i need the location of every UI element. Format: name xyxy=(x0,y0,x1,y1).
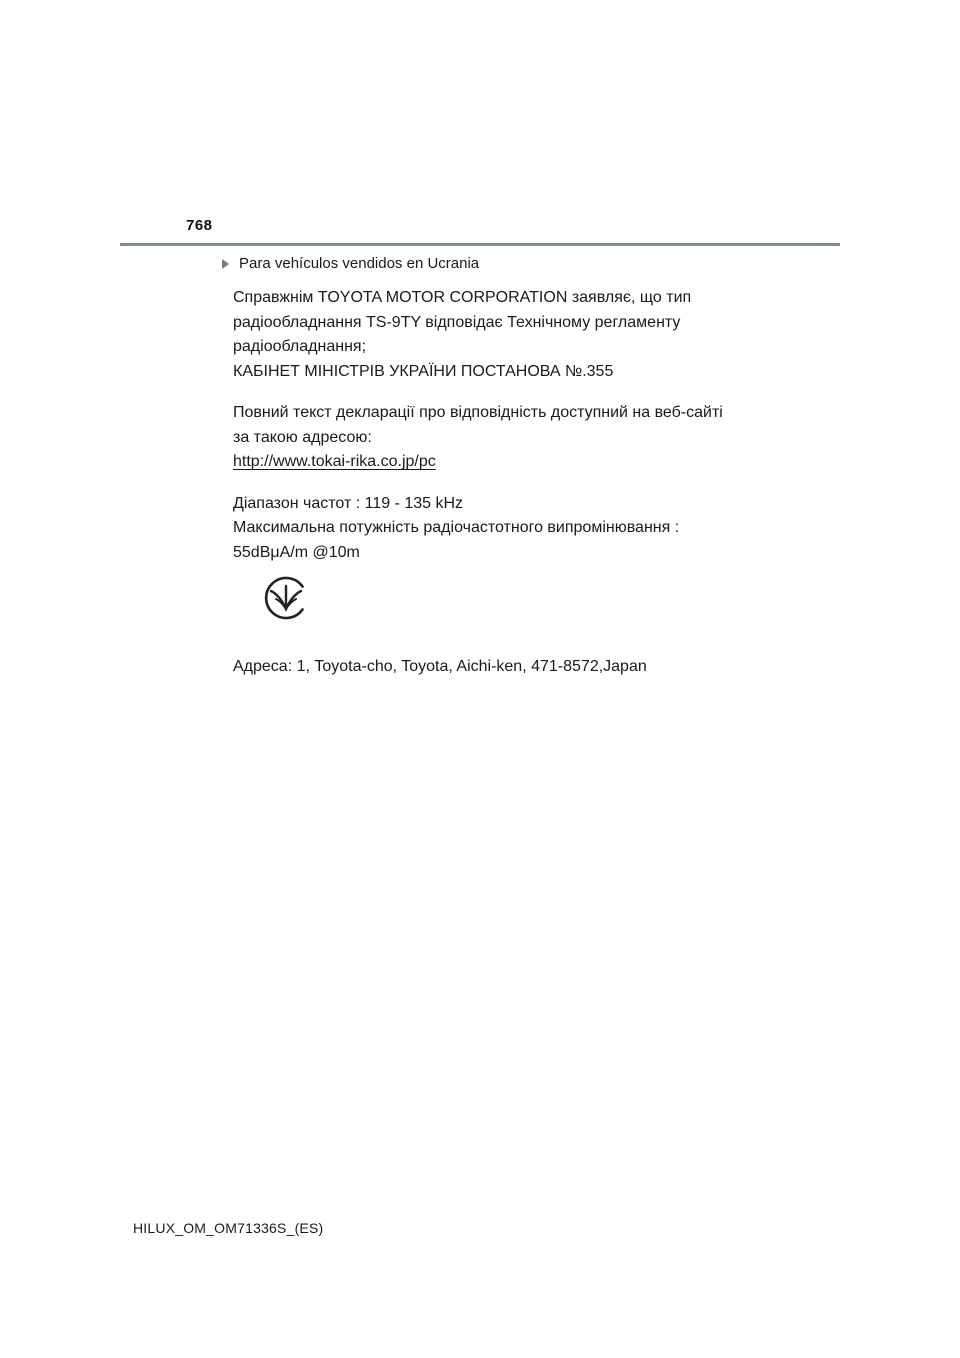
section-heading xyxy=(222,255,479,272)
declaration-line: КАБІНЕТ МІНІСТРІВ УКРАЇНИ ПОСТАНОВА №.355 xyxy=(233,362,614,380)
full-text-line: за такою адресою: xyxy=(233,428,372,446)
section-heading-text: Para vehículos vendidos en Ucrania xyxy=(239,255,480,272)
declaration-url-link[interactable]: http://www.tokai-rika.co.jp/pc xyxy=(233,453,436,470)
declaration-line: радіообладнання; xyxy=(233,338,367,355)
footer-manual-code: HILUX_OM_OM71336S_(ES) xyxy=(133,1220,324,1236)
power-label: Максимальна потужність радіочастотного випромінювання : xyxy=(233,519,680,536)
declaration-url-line xyxy=(233,450,833,475)
arrow-right-icon xyxy=(222,259,229,269)
header-rule xyxy=(120,243,840,246)
ukraine-conformity-mark-icon xyxy=(262,574,310,622)
manufacturer-address: Адреса: 1, Toyota-cho, Toyota, Aichi-ken, 471-8572,Japan xyxy=(233,658,647,675)
declaration-line: радіообладнання TS-9TY відповідає Технічному регламенту xyxy=(233,313,681,331)
body-text xyxy=(233,286,833,565)
full-text-line: Повний текст декларації про відповідність доступний на веб-сайті xyxy=(233,404,723,421)
declaration-line: Справжнім TOYOTA MOTOR CORPORATION заявляє, що тип xyxy=(233,289,692,306)
frequency-range: Діапазон частот : 119 - 135 kHz xyxy=(233,494,464,512)
page-number: 768 xyxy=(186,217,213,234)
power-value: 55dBμA/m @10m xyxy=(233,543,360,561)
paragraph-gap xyxy=(233,475,833,492)
paragraph-gap xyxy=(233,384,833,401)
